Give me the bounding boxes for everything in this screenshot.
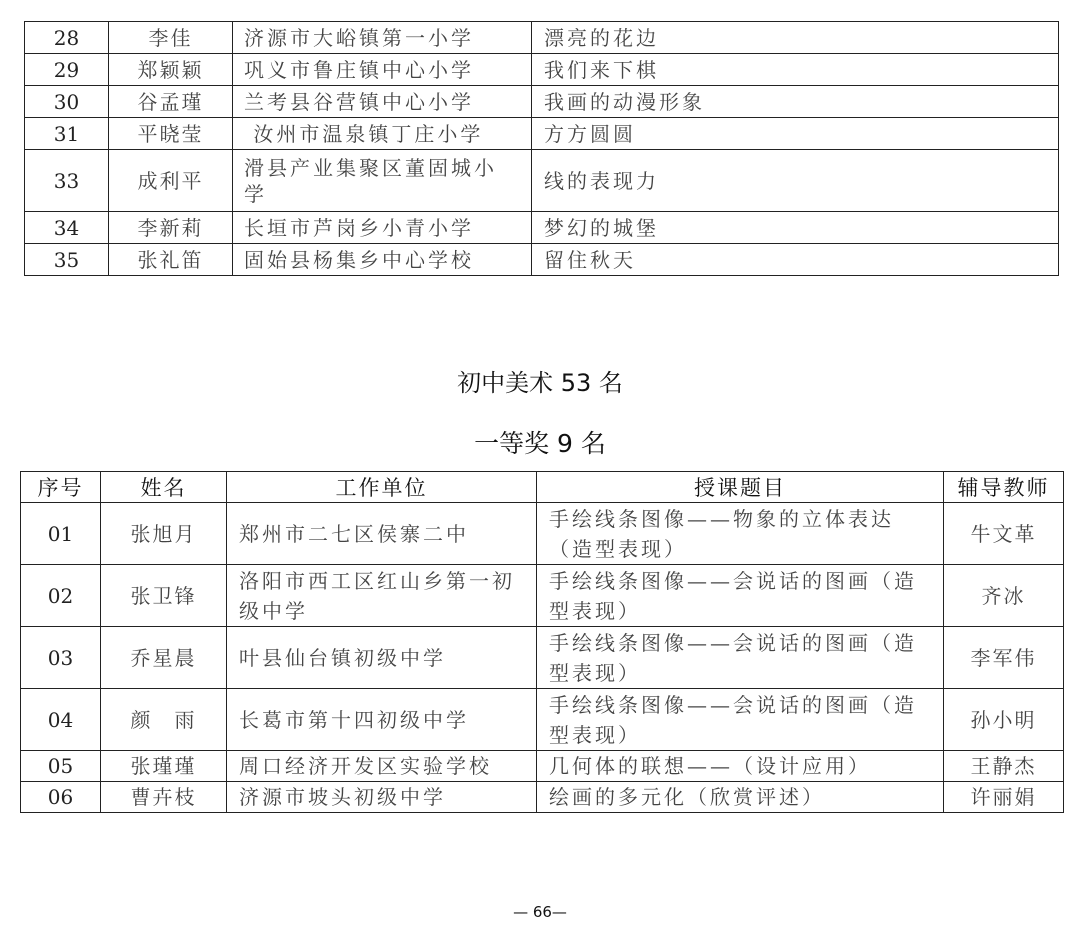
- tutor-cell: 王静杰: [944, 751, 1064, 782]
- tutor-cell: 孙小明: [944, 689, 1064, 751]
- seq-cell: 29: [25, 54, 109, 86]
- table-row: [21, 751, 1064, 782]
- name-cell: 颜 雨: [101, 689, 227, 751]
- header-seq: 序号: [21, 472, 101, 503]
- seq-cell: 33: [25, 150, 109, 212]
- table-row: [25, 54, 1059, 86]
- seq-cell: 03: [21, 627, 101, 689]
- topic-cell: 手绘线条图像——会说话的图画（造型表现）: [537, 689, 944, 751]
- name-cell: 谷孟瑾: [109, 86, 233, 118]
- table-row: [25, 22, 1059, 54]
- table-row: [21, 627, 1064, 689]
- topic-cell: 手绘线条图像——会说话的图画（造型表现）: [537, 627, 944, 689]
- seq-cell: 31: [25, 118, 109, 150]
- unit-cell: 兰考县谷营镇中心小学: [233, 86, 532, 118]
- topic-cell: 方方圆圆: [532, 118, 1059, 150]
- unit-cell: 济源市坡头初级中学: [227, 782, 537, 813]
- topic-cell: 漂亮的花边: [532, 22, 1059, 54]
- table-header-row: [21, 472, 1064, 503]
- tutor-cell: 齐冰: [944, 565, 1064, 627]
- unit-cell: 郑州市二七区侯寨二中: [227, 503, 537, 565]
- tutor-cell: 许丽娟: [944, 782, 1064, 813]
- unit-cell: 汝州市温泉镇丁庄小学: [233, 118, 532, 150]
- seq-cell: 01: [21, 503, 101, 565]
- page-number: — 66—: [513, 903, 567, 921]
- topic-cell: 绘画的多元化（欣赏评述）: [537, 782, 944, 813]
- tutor-cell: 牛文革: [944, 503, 1064, 565]
- junior-award-table: [20, 471, 1064, 813]
- table-row: [25, 244, 1059, 276]
- seq-cell: 06: [21, 782, 101, 813]
- name-cell: 郑颖颖: [109, 54, 233, 86]
- section-title: 初中美术 53 名: [457, 369, 623, 397]
- unit-cell: 长垣市芦岗乡小青小学: [233, 212, 532, 244]
- topic-cell: 梦幻的城堡: [532, 212, 1059, 244]
- table-row: [21, 565, 1064, 627]
- topic-cell: 手绘线条图像——物象的立体表达（造型表现）: [537, 503, 944, 565]
- header-topic: 授课题目: [537, 472, 944, 503]
- name-cell: 张礼笛: [109, 244, 233, 276]
- name-cell: 曹卉枝: [101, 782, 227, 813]
- unit-cell: 周口经济开发区实验学校: [227, 751, 537, 782]
- unit-cell: 固始县杨集乡中心学校: [233, 244, 532, 276]
- seq-cell: 34: [25, 212, 109, 244]
- topic-cell: 我画的动漫形象: [532, 86, 1059, 118]
- name-cell: 张瑾瑾: [101, 751, 227, 782]
- topic-cell: 我们来下棋: [532, 54, 1059, 86]
- name-cell: 李佳: [109, 22, 233, 54]
- header-unit: 工作单位: [227, 472, 537, 503]
- seq-cell: 30: [25, 86, 109, 118]
- topic-cell: 几何体的联想——（设计应用）: [537, 751, 944, 782]
- unit-cell: 长葛市第十四初级中学: [227, 689, 537, 751]
- seq-cell: 05: [21, 751, 101, 782]
- name-cell: 李新莉: [109, 212, 233, 244]
- unit-cell: 巩义市鲁庄镇中心小学: [233, 54, 532, 86]
- section-subtitle: 一等奖 9 名: [474, 429, 606, 458]
- unit-cell: 洛阳市西工区红山乡第一初级中学: [227, 565, 537, 627]
- seq-cell: 35: [25, 244, 109, 276]
- name-cell: 平晓莹: [109, 118, 233, 150]
- name-cell: 成利平: [109, 150, 233, 212]
- table-row: [25, 212, 1059, 244]
- seq-cell: 04: [21, 689, 101, 751]
- table-row: [25, 118, 1059, 150]
- table-row: [25, 86, 1059, 118]
- unit-cell: 滑县产业集聚区董固城小学: [233, 150, 532, 212]
- tutor-cell: 李军伟: [944, 627, 1064, 689]
- table-row: [21, 689, 1064, 751]
- topic-cell: 线的表现力: [532, 150, 1059, 212]
- table-row: [21, 782, 1064, 813]
- topic-cell: 留住秋天: [532, 244, 1059, 276]
- name-cell: 张旭月: [101, 503, 227, 565]
- name-cell: 乔星晨: [101, 627, 227, 689]
- name-cell: 张卫锋: [101, 565, 227, 627]
- seq-cell: 02: [21, 565, 101, 627]
- primary-award-table: [24, 21, 1059, 276]
- seq-cell: 28: [25, 22, 109, 54]
- header-name: 姓名: [101, 472, 227, 503]
- header-tutor: 辅导教师: [944, 472, 1064, 503]
- topic-cell: 手绘线条图像——会说话的图画（造型表现）: [537, 565, 944, 627]
- table-row: [21, 503, 1064, 565]
- unit-cell: 济源市大峪镇第一小学: [233, 22, 532, 54]
- table-row: [25, 150, 1059, 212]
- unit-cell: 叶县仙台镇初级中学: [227, 627, 537, 689]
